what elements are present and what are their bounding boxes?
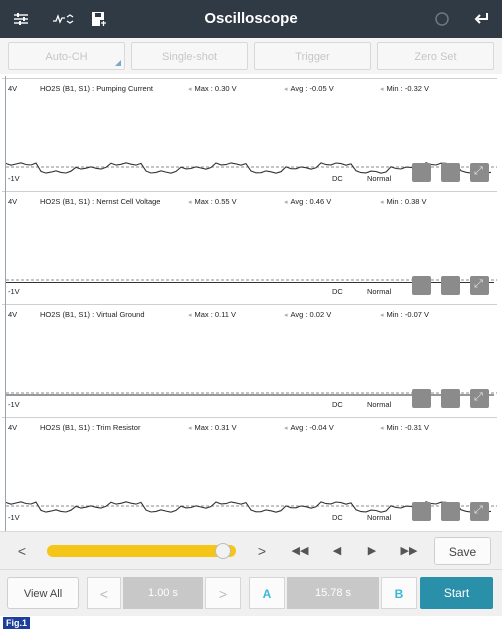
- channel-name: [40, 197, 160, 206]
- app-header: [0, 0, 502, 38]
- back-icon[interactable]: [467, 0, 497, 38]
- min-value-text: Min : -0.07 V: [386, 310, 430, 319]
- max-value-text: Max : 0.55 V: [194, 197, 237, 206]
- channel-move-up-icon[interactable]: [412, 389, 431, 408]
- channel-expand-icon[interactable]: [470, 502, 489, 521]
- scale-top-label: [8, 423, 17, 432]
- single-shot-label: Single-shot: [161, 51, 218, 63]
- arrow-icon: ◂: [188, 86, 192, 93]
- channel-panel: [2, 417, 497, 530]
- arrow-icon: ◂: [284, 312, 288, 319]
- avg-value-text: Avg : -0.05 V: [290, 84, 334, 93]
- scale-top-label-text: 4V: [8, 84, 18, 93]
- avg-value-text: Avg : 0.02 V: [290, 310, 332, 319]
- scale-bottom-label-text: -1V: [8, 400, 20, 409]
- channel-name: [40, 84, 153, 93]
- coupling-label-text: DC: [332, 174, 343, 183]
- channel-name-text: HO2S (B1, S1) : Pumping Current: [40, 84, 153, 93]
- channel-expand-icon[interactable]: [470, 389, 489, 408]
- channel-expand-icon[interactable]: [470, 276, 489, 295]
- trigger-button[interactable]: [254, 42, 371, 70]
- scale-top-label-text: 4V: [8, 197, 18, 206]
- mode-label-text: Normal: [367, 174, 392, 183]
- dropdown-corner-icon: [115, 60, 121, 66]
- coupling-label-text: DC: [332, 287, 343, 296]
- mode-label: [367, 174, 391, 183]
- last-frame-icon[interactable]: ▶▶: [400, 545, 418, 557]
- scale-bottom-label-text: -1V: [8, 287, 20, 296]
- channel-move-up-icon[interactable]: [412, 163, 431, 182]
- arrow-icon: ◂: [380, 86, 384, 93]
- channel-name: [40, 310, 145, 319]
- max-value: [188, 84, 237, 93]
- sliders-icon[interactable]: [4, 0, 38, 38]
- mode-label: [367, 287, 391, 296]
- min-value: [380, 84, 429, 93]
- time-next-button[interactable]: >: [205, 577, 241, 609]
- figure-label: Fig.1: [3, 617, 30, 629]
- arrow-icon: ◂: [380, 199, 384, 206]
- coupling-label-text: DC: [332, 513, 343, 522]
- channel-name: [40, 423, 140, 432]
- arrow-icon: ◂: [380, 312, 384, 319]
- channel-move-down-icon[interactable]: [441, 163, 460, 182]
- playback-slider-knob[interactable]: [215, 543, 231, 559]
- next-icon[interactable]: >: [257, 543, 267, 559]
- coupling-label: [332, 174, 343, 183]
- avg-value: [284, 423, 334, 432]
- channel-name-text: HO2S (B1, S1) : Virtual Ground: [40, 310, 145, 319]
- mode-label: [367, 513, 391, 522]
- max-value-text: Max : 0.11 V: [194, 310, 237, 319]
- mode-label-text: Normal: [367, 287, 392, 296]
- channel-move-down-icon[interactable]: [441, 502, 460, 521]
- arrow-icon: ◂: [380, 425, 384, 432]
- zero-set-label: Zero Set: [414, 51, 457, 63]
- scale-top-label: [8, 197, 17, 206]
- min-value-text: Min : -0.31 V: [386, 423, 430, 432]
- channel-move-up-icon[interactable]: [412, 276, 431, 295]
- record-icon[interactable]: [427, 0, 457, 38]
- scale-top-label-text: 4V: [8, 423, 18, 432]
- arrow-icon: ◂: [284, 86, 288, 93]
- channel-expand-icon[interactable]: [470, 163, 489, 182]
- channel-name-text: HO2S (B1, S1) : Nernst Cell Voltage: [40, 197, 161, 206]
- page-title: Oscilloscope: [204, 10, 298, 27]
- scale-top-label: [8, 310, 17, 319]
- min-value: [380, 423, 429, 432]
- cursor-delta-value: 15.78 s: [287, 577, 379, 609]
- arrow-icon: ◂: [284, 199, 288, 206]
- prev-icon[interactable]: <: [17, 543, 27, 559]
- trigger-label: Trigger: [295, 51, 330, 63]
- time-scale-value: 1.00 s: [123, 577, 203, 609]
- time-prev-button[interactable]: <: [87, 577, 121, 609]
- scale-bottom-label: [8, 513, 20, 522]
- signal-config-icon[interactable]: [46, 0, 80, 38]
- start-button[interactable]: Start: [420, 577, 493, 609]
- scale-bottom-label: [8, 174, 20, 183]
- mode-label: [367, 400, 391, 409]
- marker-a-button[interactable]: A: [249, 577, 285, 609]
- channel-move-down-icon[interactable]: [441, 276, 460, 295]
- arrow-icon: ◂: [188, 312, 192, 319]
- channel-name-text: HO2S (B1, S1) : Trim Resistor: [40, 423, 141, 432]
- view-all-button[interactable]: View All: [7, 577, 79, 609]
- mode-toolbar: [0, 38, 502, 74]
- max-value: [188, 423, 237, 432]
- save-button[interactable]: Save: [434, 537, 491, 565]
- auto-ch-button[interactable]: [8, 42, 125, 70]
- step-forward-icon[interactable]: ▶: [367, 545, 377, 557]
- avg-value-text: Avg : 0.46 V: [290, 197, 332, 206]
- auto-ch-label: Auto-CH: [45, 51, 88, 63]
- save-config-icon[interactable]: [84, 0, 114, 38]
- avg-value-text: Avg : -0.04 V: [290, 423, 334, 432]
- arrow-icon: ◂: [188, 199, 192, 206]
- left-margin-line: [5, 76, 6, 531]
- first-frame-icon[interactable]: ◀◀: [291, 545, 309, 557]
- coupling-label: [332, 513, 343, 522]
- mode-label-text: Normal: [367, 400, 392, 409]
- coupling-label: [332, 400, 343, 409]
- channel-move-up-icon[interactable]: [412, 502, 431, 521]
- bottom-bar: [0, 569, 502, 616]
- channel-panel: [2, 304, 497, 417]
- scale-top-label-text: 4V: [8, 310, 18, 319]
- arrow-icon: ◂: [284, 425, 288, 432]
- arrow-icon: ◂: [188, 425, 192, 432]
- min-value-text: Min : 0.38 V: [386, 197, 427, 206]
- single-shot-button[interactable]: [131, 42, 248, 70]
- max-value: [188, 310, 236, 319]
- min-value: [380, 197, 427, 206]
- channel-panel: [2, 78, 497, 191]
- coupling-label-text: DC: [332, 400, 343, 409]
- coupling-label: [332, 287, 343, 296]
- scale-bottom-label-text: -1V: [8, 174, 20, 183]
- scale-bottom-label-text: -1V: [8, 513, 20, 522]
- avg-value: [284, 84, 334, 93]
- scale-bottom-label: [8, 287, 20, 296]
- min-value: [380, 310, 429, 319]
- channel-move-down-icon[interactable]: [441, 389, 460, 408]
- marker-b-button[interactable]: B: [381, 577, 417, 609]
- max-value-text: Max : 0.30 V: [194, 84, 237, 93]
- zero-set-button[interactable]: [377, 42, 494, 70]
- min-value-text: Min : -0.32 V: [386, 84, 430, 93]
- avg-value: [284, 197, 331, 206]
- mode-label-text: Normal: [367, 513, 392, 522]
- avg-value: [284, 310, 331, 319]
- scale-bottom-label: [8, 400, 20, 409]
- playback-slider-track[interactable]: [47, 545, 236, 557]
- step-back-icon[interactable]: ◀: [332, 545, 342, 557]
- channel-panel: [2, 191, 497, 304]
- max-value: [188, 197, 237, 206]
- scale-top-label: [8, 84, 17, 93]
- max-value-text: Max : 0.31 V: [194, 423, 237, 432]
- playback-bar: [0, 531, 502, 570]
